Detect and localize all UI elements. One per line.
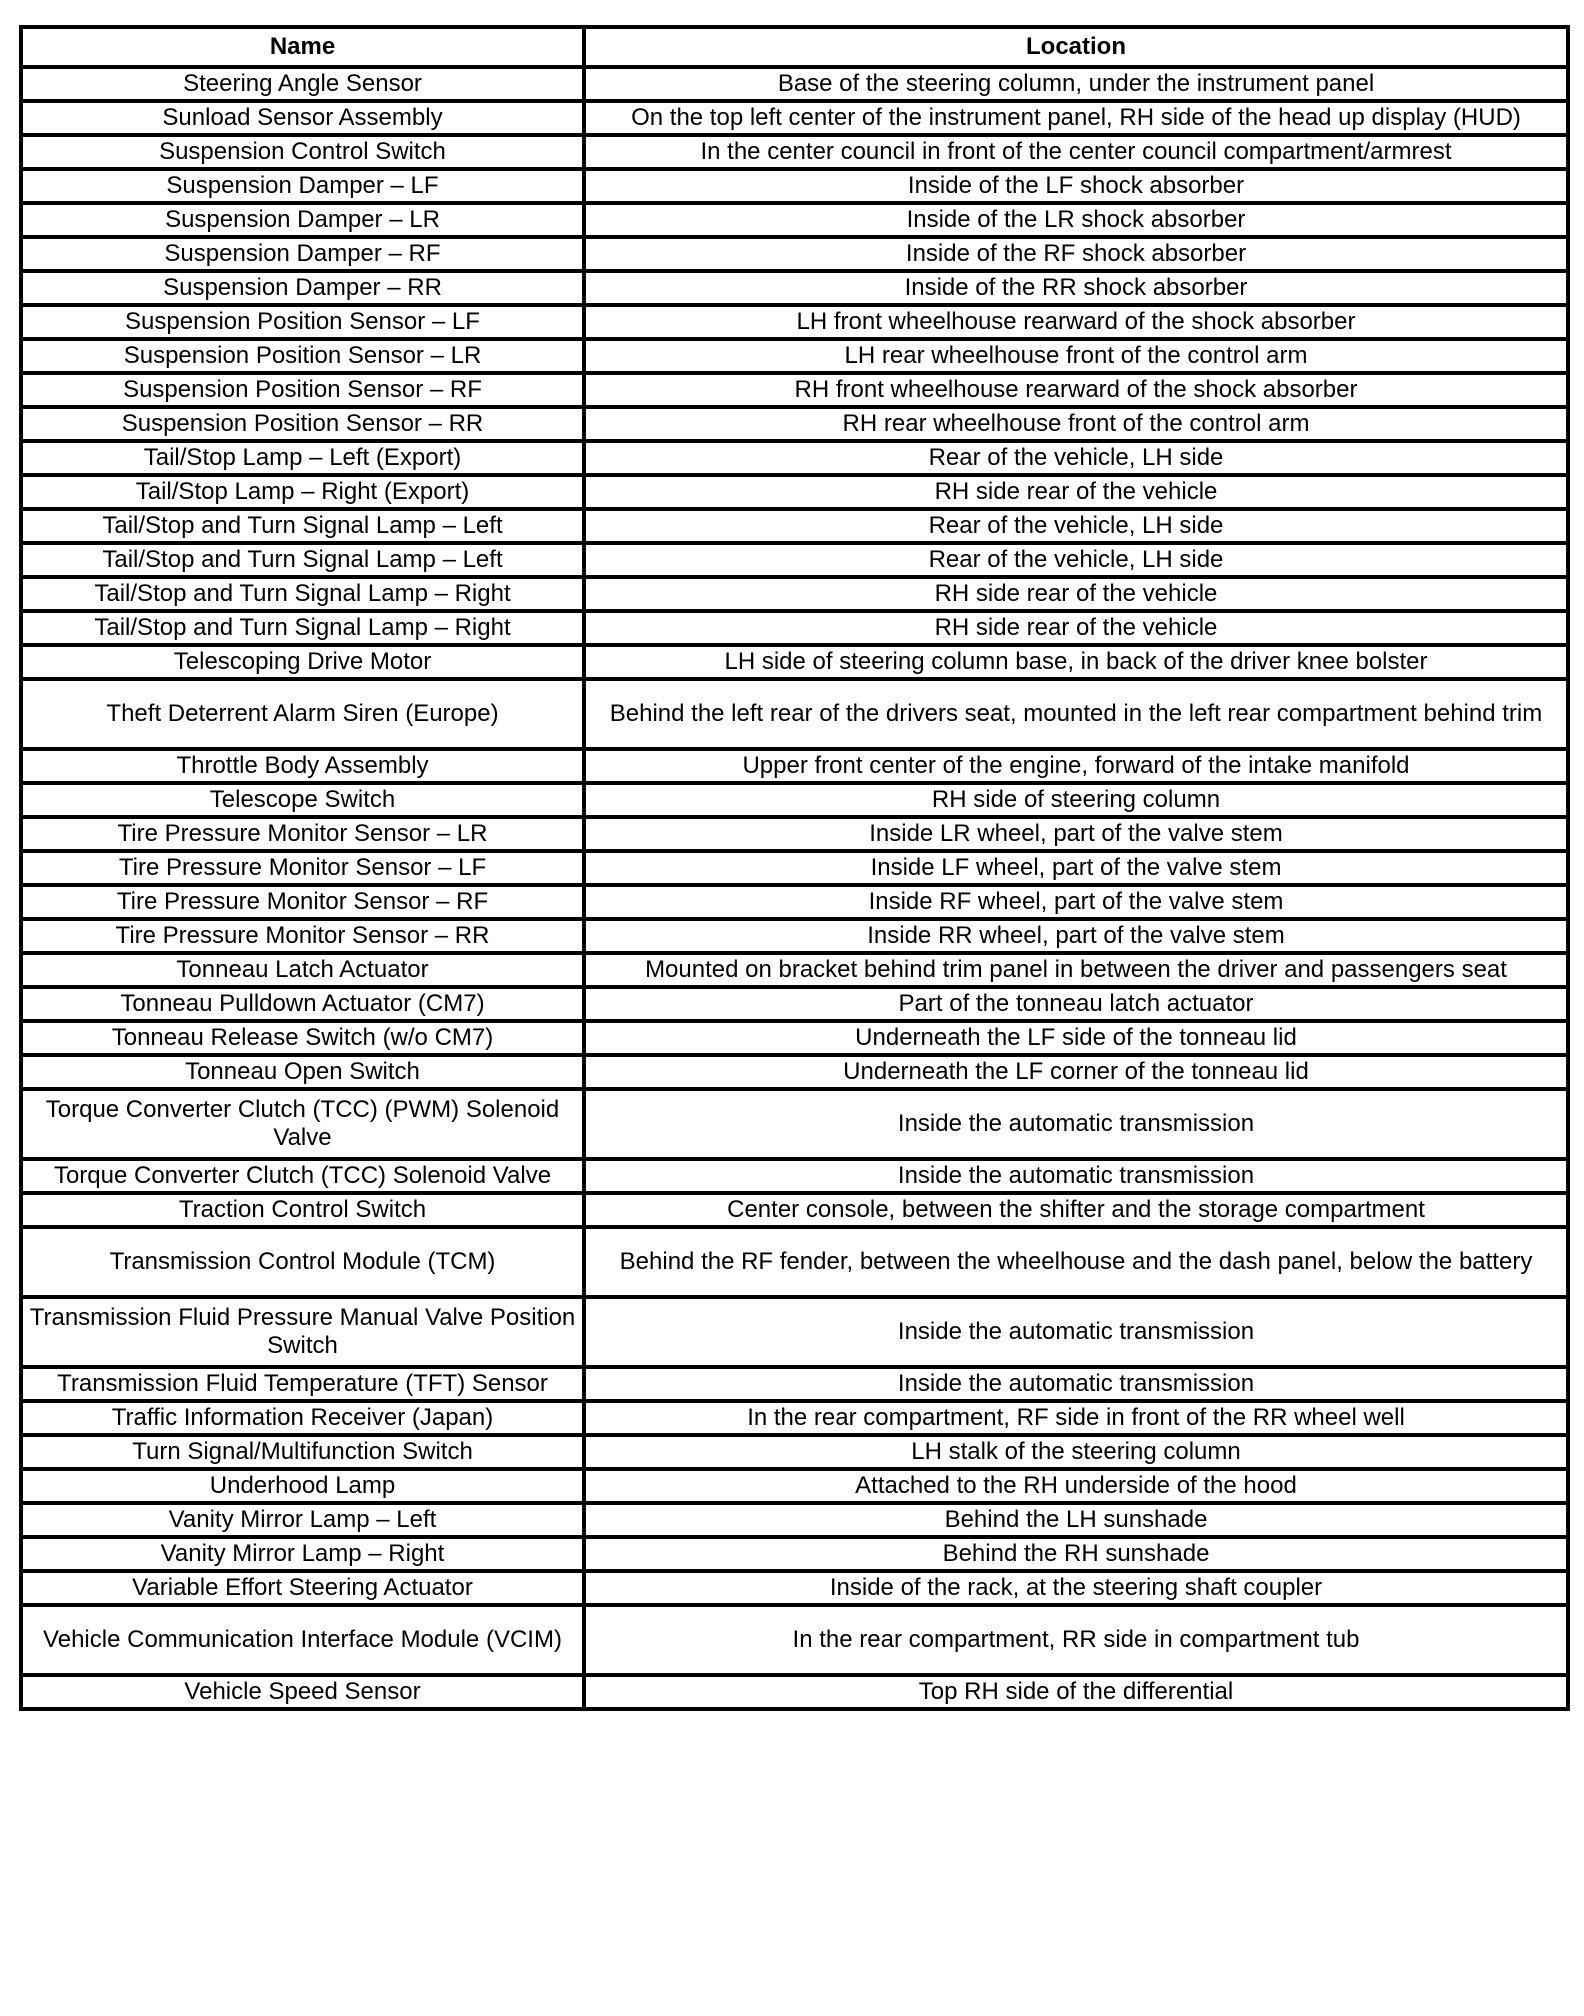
component-location-cell: Part of the tonneau latch actuator — [584, 987, 1568, 1021]
table-row — [21, 237, 1568, 271]
table-row — [21, 783, 1568, 817]
component-name-cell: Tonneau Release Switch (w/o CM7) — [21, 1021, 584, 1055]
component-location-cell: Inside the automatic transmission — [584, 1089, 1568, 1159]
component-name-cell: Traffic Information Receiver (Japan) — [21, 1401, 584, 1435]
table-row — [21, 645, 1568, 679]
component-name-cell: Suspension Position Sensor – LF — [21, 305, 584, 339]
table-row — [21, 749, 1568, 783]
component-location-cell: Inside of the rack, at the steering shaft coupler — [584, 1571, 1568, 1605]
table-row — [21, 1021, 1568, 1055]
table-row — [21, 203, 1568, 237]
table-row — [21, 271, 1568, 305]
component-location-cell: Behind the left rear of the drivers seat, mounted in the left rear compartment behind trim — [584, 679, 1568, 749]
component-name-cell: Suspension Position Sensor – RR — [21, 407, 584, 441]
component-location-cell: Rear of the vehicle, LH side — [584, 441, 1568, 475]
component-location-cell: RH rear wheelhouse front of the control arm — [584, 407, 1568, 441]
component-name-cell: Suspension Position Sensor – RF — [21, 373, 584, 407]
table-row — [21, 885, 1568, 919]
component-location-cell: Behind the RH sunshade — [584, 1537, 1568, 1571]
table-row — [21, 679, 1568, 749]
column-header-location: Location — [584, 27, 1568, 67]
component-location-cell: In the center council in front of the center council compartment/armrest — [584, 135, 1568, 169]
component-name-cell: Turn Signal/Multifunction Switch — [21, 1435, 584, 1469]
component-location-cell: Inside LF wheel, part of the valve stem — [584, 851, 1568, 885]
component-location-cell: Inside of the RF shock absorber — [584, 237, 1568, 271]
component-name-cell: Vanity Mirror Lamp – Left — [21, 1503, 584, 1537]
table-row — [21, 1503, 1568, 1537]
component-location-cell: Inside RF wheel, part of the valve stem — [584, 885, 1568, 919]
table-row — [21, 851, 1568, 885]
component-location-cell: Attached to the RH underside of the hood — [584, 1469, 1568, 1503]
table-row — [21, 509, 1568, 543]
component-location-cell: Inside the automatic transmission — [584, 1297, 1568, 1367]
component-location-cell: Base of the steering column, under the instrument panel — [584, 67, 1568, 101]
component-location-cell: LH front wheelhouse rearward of the shock absorber — [584, 305, 1568, 339]
component-name-cell: Telescoping Drive Motor — [21, 645, 584, 679]
component-location-cell: LH side of steering column base, in back of the driver knee bolster — [584, 645, 1568, 679]
component-location-cell: In the rear compartment, RF side in front of the RR wheel well — [584, 1401, 1568, 1435]
table-row — [21, 1605, 1568, 1675]
component-name-cell: Transmission Fluid Pressure Manual Valve Position Switch — [21, 1297, 584, 1367]
component-name-cell: Tail/Stop and Turn Signal Lamp – Left — [21, 543, 584, 577]
component-name-cell: Vehicle Speed Sensor — [21, 1675, 584, 1709]
table-row — [21, 441, 1568, 475]
component-name-cell: Vanity Mirror Lamp – Right — [21, 1537, 584, 1571]
component-location-cell: Rear of the vehicle, LH side — [584, 543, 1568, 577]
table-row — [21, 169, 1568, 203]
table-row — [21, 1159, 1568, 1193]
table-header-row — [21, 27, 1568, 67]
component-name-cell: Telescope Switch — [21, 783, 584, 817]
table-row — [21, 919, 1568, 953]
table-row — [21, 577, 1568, 611]
component-name-cell: Tire Pressure Monitor Sensor – LF — [21, 851, 584, 885]
component-location-cell: RH side of steering column — [584, 783, 1568, 817]
component-name-cell: Tail/Stop Lamp – Right (Export) — [21, 475, 584, 509]
component-name-cell: Traction Control Switch — [21, 1193, 584, 1227]
component-location-cell: On the top left center of the instrument panel, RH side of the head up display (HUD) — [584, 101, 1568, 135]
table-row — [21, 1537, 1568, 1571]
component-name-cell: Tail/Stop Lamp – Left (Export) — [21, 441, 584, 475]
table-row — [21, 373, 1568, 407]
component-name-cell: Suspension Damper – RF — [21, 237, 584, 271]
component-location-cell: Mounted on bracket behind trim panel in between the driver and passengers seat — [584, 953, 1568, 987]
component-location-cell: Behind the RF fender, between the wheelhouse and the dash panel, below the battery — [584, 1227, 1568, 1297]
table-row — [21, 1571, 1568, 1605]
component-location-cell: Center console, between the shifter and the storage compartment — [584, 1193, 1568, 1227]
component-name-cell: Theft Deterrent Alarm Siren (Europe) — [21, 679, 584, 749]
table-body — [21, 67, 1568, 1709]
component-name-cell: Steering Angle Sensor — [21, 67, 584, 101]
component-location-cell: RH side rear of the vehicle — [584, 577, 1568, 611]
component-location-cell: Rear of the vehicle, LH side — [584, 509, 1568, 543]
table-row — [21, 1193, 1568, 1227]
component-name-cell: Torque Converter Clutch (TCC) (PWM) Solenoid Valve — [21, 1089, 584, 1159]
table-row — [21, 475, 1568, 509]
component-location-cell: Inside LR wheel, part of the valve stem — [584, 817, 1568, 851]
component-name-cell: Vehicle Communication Interface Module (VCIM) — [21, 1605, 584, 1675]
component-name-cell: Underhood Lamp — [21, 1469, 584, 1503]
component-location-cell: Inside RR wheel, part of the valve stem — [584, 919, 1568, 953]
component-location-cell: Inside of the LR shock absorber — [584, 203, 1568, 237]
component-location-cell: RH front wheelhouse rearward of the shock absorber — [584, 373, 1568, 407]
component-location-cell: Underneath the LF corner of the tonneau lid — [584, 1055, 1568, 1089]
component-location-cell: Upper front center of the engine, forward of the intake manifold — [584, 749, 1568, 783]
component-name-cell: Suspension Damper – RR — [21, 271, 584, 305]
component-location-cell: Underneath the LF side of the tonneau lid — [584, 1021, 1568, 1055]
table-row — [21, 339, 1568, 373]
component-name-cell: Tail/Stop and Turn Signal Lamp – Right — [21, 611, 584, 645]
component-name-cell: Tonneau Latch Actuator — [21, 953, 584, 987]
component-name-cell: Suspension Position Sensor – LR — [21, 339, 584, 373]
component-name-cell: Tire Pressure Monitor Sensor – RR — [21, 919, 584, 953]
table-row — [21, 1469, 1568, 1503]
component-location-cell: Top RH side of the differential — [584, 1675, 1568, 1709]
component-name-cell: Transmission Control Module (TCM) — [21, 1227, 584, 1297]
table-row — [21, 1227, 1568, 1297]
table-row — [21, 1089, 1568, 1159]
table-row — [21, 305, 1568, 339]
component-name-cell: Variable Effort Steering Actuator — [21, 1571, 584, 1605]
table-row — [21, 407, 1568, 441]
component-name-cell: Tail/Stop and Turn Signal Lamp – Right — [21, 577, 584, 611]
column-header-name: Name — [21, 27, 584, 67]
component-name-cell: Suspension Damper – LF — [21, 169, 584, 203]
component-location-cell: LH rear wheelhouse front of the control arm — [584, 339, 1568, 373]
component-name-cell: Tail/Stop and Turn Signal Lamp – Left — [21, 509, 584, 543]
component-name-cell: Sunload Sensor Assembly — [21, 101, 584, 135]
component-location-cell: Inside of the RR shock absorber — [584, 271, 1568, 305]
component-name-cell: Suspension Control Switch — [21, 135, 584, 169]
component-location-cell: LH stalk of the steering column — [584, 1435, 1568, 1469]
component-location-cell: RH side rear of the vehicle — [584, 475, 1568, 509]
component-name-cell: Tonneau Open Switch — [21, 1055, 584, 1089]
component-location-table — [19, 25, 1570, 1711]
table-row — [21, 953, 1568, 987]
component-location-cell: Behind the LH sunshade — [584, 1503, 1568, 1537]
table-row — [21, 817, 1568, 851]
table-row — [21, 1401, 1568, 1435]
table-row — [21, 1435, 1568, 1469]
table-row — [21, 611, 1568, 645]
component-name-cell: Transmission Fluid Temperature (TFT) Sensor — [21, 1367, 584, 1401]
component-location-cell: Inside of the LF shock absorber — [584, 169, 1568, 203]
table-row — [21, 101, 1568, 135]
table-row — [21, 1675, 1568, 1709]
table-row — [21, 543, 1568, 577]
component-name-cell: Tire Pressure Monitor Sensor – RF — [21, 885, 584, 919]
table-row — [21, 67, 1568, 101]
component-location-cell: Inside the automatic transmission — [584, 1159, 1568, 1193]
component-name-cell: Tonneau Pulldown Actuator (CM7) — [21, 987, 584, 1021]
table-row — [21, 1297, 1568, 1367]
component-name-cell: Throttle Body Assembly — [21, 749, 584, 783]
table-row — [21, 987, 1568, 1021]
component-name-cell: Tire Pressure Monitor Sensor – LR — [21, 817, 584, 851]
component-location-cell: RH side rear of the vehicle — [584, 611, 1568, 645]
table-row — [21, 1367, 1568, 1401]
component-location-cell: In the rear compartment, RR side in compartment tub — [584, 1605, 1568, 1675]
table-row — [21, 1055, 1568, 1089]
table-row — [21, 135, 1568, 169]
component-name-cell: Torque Converter Clutch (TCC) Solenoid Valve — [21, 1159, 584, 1193]
component-location-cell: Inside the automatic transmission — [584, 1367, 1568, 1401]
component-name-cell: Suspension Damper – LR — [21, 203, 584, 237]
